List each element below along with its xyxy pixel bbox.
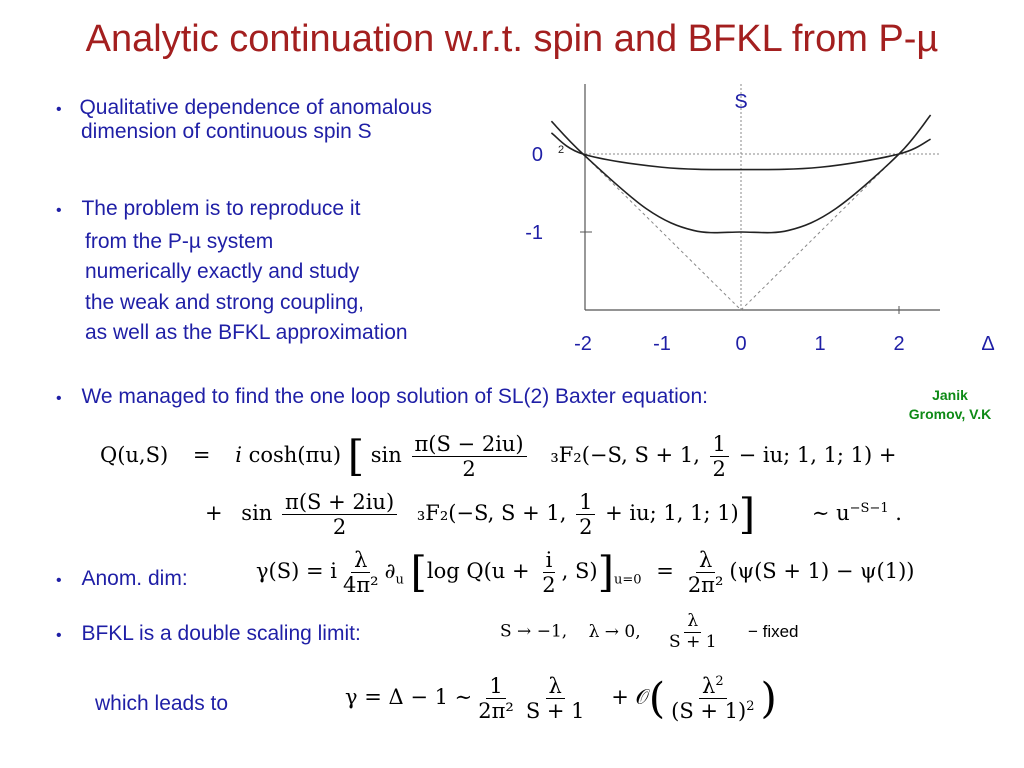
numerator: 1 [576, 490, 595, 515]
numerator [699, 674, 727, 699]
fraction-half [710, 432, 729, 481]
exponent: 2 [715, 674, 724, 689]
x-tick-label: -1 [653, 333, 671, 355]
x-axis-label: Δ [981, 333, 995, 355]
bullet-dot: • [56, 390, 62, 407]
cosh-term: cosh(πu) [248, 443, 342, 468]
fixed-label: − fixed [747, 621, 799, 641]
denominator: 2 [712, 457, 726, 482]
fraction-pi-s-plus [282, 490, 397, 539]
denominator: S + 1 [669, 631, 717, 652]
bfkl-limit-equation [500, 612, 799, 652]
bullet-5-text: BFKL is a double scaling limit: [81, 622, 361, 645]
log-term: log Q(u + [426, 559, 537, 584]
fraction-one-2pi2 [475, 674, 517, 723]
partial-derivative: ∂ [384, 559, 396, 584]
bullet-2-line-1: The problem is to reproduce it [81, 197, 361, 220]
hypergeometric-suffix: + iu; 1, 1; 1) [598, 501, 739, 526]
numerator: λ [696, 548, 715, 573]
fraction-lambda-s1 [666, 612, 720, 652]
denominator [668, 699, 757, 723]
right-bracket: ] [597, 547, 614, 597]
fraction-i-half [539, 548, 558, 597]
x-tick-label: 0 [735, 333, 747, 355]
digamma-term: (ψ(S + 1) − ψ(1)) [729, 559, 915, 584]
x-tick-label: 1 [814, 333, 826, 355]
bullet-2-line-5: as well as the BFKL approximation [85, 321, 408, 344]
y-tick-superscript: 2 [558, 144, 565, 156]
bullet-dot: • [56, 101, 62, 118]
gamma-lhs: γ(S) = i [256, 559, 337, 584]
s-limit: S → −1, [500, 621, 568, 642]
partial-subscript: u [395, 572, 404, 588]
bullet-5 [56, 622, 361, 646]
numerator: π(S − 2iu) [412, 432, 527, 457]
denominator: 2 [332, 515, 347, 540]
equals-sign: = [656, 559, 674, 584]
bullet-1-line-2: dimension of continuous spin S [81, 120, 372, 143]
fraction-pi-s-minus [412, 432, 527, 481]
numerator: λ [546, 674, 565, 699]
denominator: 2 [462, 457, 476, 482]
sin-term: sin [241, 501, 273, 526]
authors [890, 386, 1010, 424]
slide-title: Analytic continuation w.r.t. spin and BFKL from P-µ [85, 18, 939, 60]
bullet-dot: • [56, 202, 62, 219]
lambda-limit: λ → 0, [588, 621, 641, 642]
anomalous-dimension-plot [510, 82, 1010, 362]
denominator: S + 1 [525, 699, 585, 724]
denominator: 2π² [478, 699, 514, 724]
left-paren: ( [648, 673, 666, 723]
asymptotic-term: ∼ u [811, 501, 850, 526]
y-tick-label: -1 [525, 222, 543, 244]
s-plus-one: (S + 1) [671, 699, 747, 724]
fraction-lambda-2pi2 [685, 548, 727, 597]
anomalous-dimension-equation [256, 548, 915, 597]
exponent: 2 [746, 699, 755, 715]
right-paren: ) [760, 673, 777, 723]
fraction-half [576, 490, 595, 539]
bullet-dot: • [56, 572, 62, 589]
bullet-2-line-4: the weak and strong coupling, [85, 290, 365, 314]
numerator: i [543, 548, 556, 573]
bullet-1-line-1: Qualitative dependence of anomalous [79, 96, 433, 119]
bullet-4 [56, 567, 188, 591]
gamma-lhs: γ = Δ − 1 ∼ [345, 685, 473, 710]
bullet-2-line-3: numerically exactly and study [85, 260, 360, 283]
bullet-1 [56, 96, 432, 144]
bullet-2 [56, 194, 408, 349]
period: . [895, 501, 902, 526]
denominator: 4π² [343, 573, 379, 598]
bullet-3 [56, 385, 708, 409]
bfkl-gamma-equation [345, 674, 777, 723]
numerator: λ [684, 612, 701, 633]
left-bracket: [ [347, 431, 365, 481]
y-axis-label: S [734, 91, 748, 113]
baxter-equation-line-2 [205, 490, 902, 539]
numerator: π(S + 2iu) [282, 490, 397, 515]
numerator: 1 [710, 432, 729, 457]
hypergeometric-prefix: ₃F₂(−S, S + 1, [550, 443, 707, 468]
y-tick-label: 0 [531, 144, 543, 166]
log-argument-end: , S) [561, 559, 598, 584]
q-lhs: Q(u,S) [100, 443, 169, 468]
author-janik: Janik [932, 387, 968, 403]
leads-to-text: which leads to [95, 692, 229, 715]
equals-sign: = [192, 443, 211, 468]
left-bracket: [ [410, 547, 427, 597]
evaluation-subscript: u=0 [613, 572, 642, 588]
hypergeometric-prefix: ₃F₂(−S, S + 1, [416, 501, 574, 526]
lambda: λ [702, 674, 716, 698]
x-tick-label: 2 [893, 333, 905, 355]
bullet-4-text: Anom. dim: [81, 567, 188, 590]
author-gromov: Gromov, V.K [908, 406, 992, 422]
asymptotic-exponent: −S−1 [849, 501, 889, 517]
plus-sign: + [205, 501, 223, 526]
bullet-dot: • [56, 627, 62, 644]
baxter-equation-line-1 [100, 432, 897, 481]
denominator: 2 [542, 573, 556, 598]
sin-term: sin [370, 443, 402, 468]
numerator: λ [351, 548, 370, 573]
fraction-lambda2-s1sq [668, 674, 757, 723]
bullet-3-text: We managed to find the one loop solution of SL(2) Baxter equation: [81, 385, 708, 408]
numerator: 1 [486, 674, 505, 699]
big-o-term: + 𝒪 [611, 685, 649, 710]
imag-unit: i [235, 443, 242, 468]
denominator: 2 [579, 515, 593, 540]
right-bracket: ] [738, 489, 756, 539]
x-tick-label: -2 [574, 333, 592, 355]
fraction-lambda-4pi2 [340, 548, 382, 597]
denominator: 2π² [687, 573, 724, 598]
hypergeometric-suffix: − iu; 1, 1; 1) + [731, 443, 897, 468]
bullet-2-line-2: from the P-µ system [85, 229, 274, 253]
fraction-lambda-s1 [523, 674, 588, 723]
